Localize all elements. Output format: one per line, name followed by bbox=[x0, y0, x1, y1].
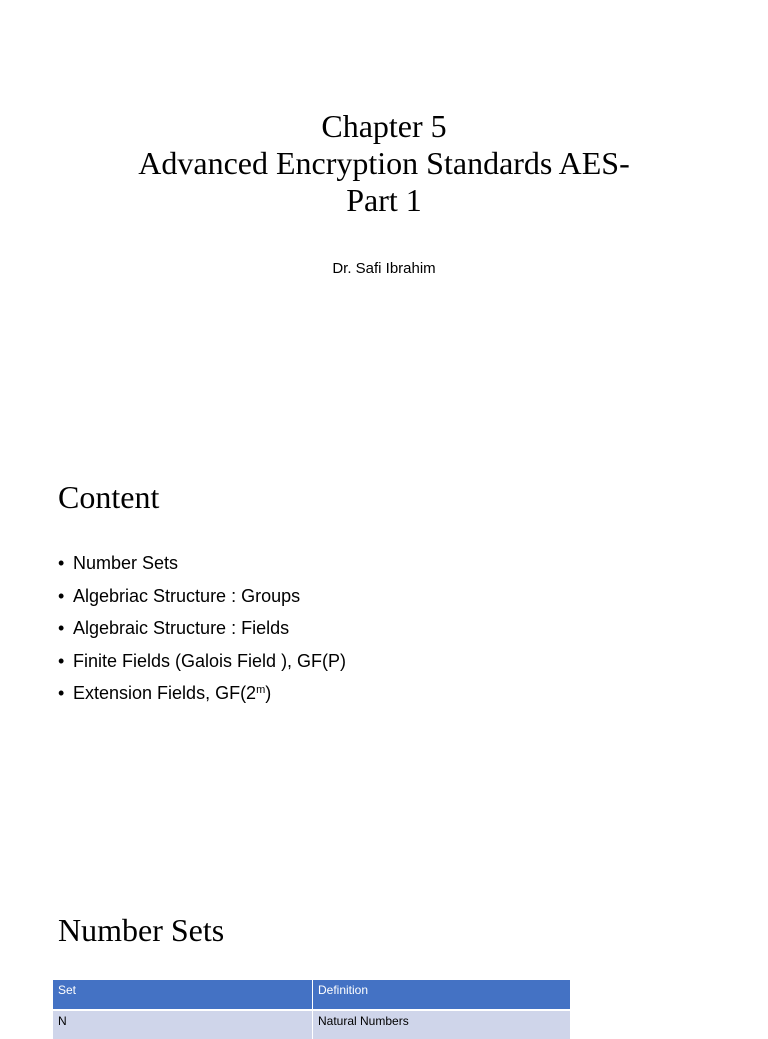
number-sets-table bbox=[53, 980, 571, 1039]
author-name: Dr. Safi Ibrahim bbox=[332, 260, 436, 277]
list-item-text: Algebraic Structure : Fields bbox=[73, 618, 290, 638]
list-item-text: Finite Fields (Galois Field ), GF(P) bbox=[73, 650, 347, 671]
bullet-icon: • bbox=[58, 683, 65, 703]
header-definition: Definition bbox=[313, 980, 571, 1010]
list-item bbox=[58, 613, 346, 646]
bullet-icon: • bbox=[58, 553, 65, 573]
bullet-icon: • bbox=[58, 585, 65, 606]
list-item-text: Extension Fields, GF(2 bbox=[73, 683, 257, 703]
list-item-text: Number Sets bbox=[73, 553, 179, 573]
list-item bbox=[58, 646, 346, 679]
table-row bbox=[53, 1010, 571, 1039]
list-item bbox=[58, 548, 346, 581]
content-heading: Content bbox=[58, 479, 160, 515]
list-item bbox=[58, 581, 346, 614]
superscript-m: m bbox=[256, 684, 266, 696]
bullet-icon: • bbox=[58, 618, 65, 638]
cell-set: N bbox=[53, 1010, 313, 1039]
content-list bbox=[58, 548, 346, 711]
title-line-1: Chapter 5 bbox=[321, 108, 447, 144]
title-line-3: Part 1 bbox=[346, 182, 422, 218]
header-set: Set bbox=[53, 980, 313, 1010]
number-sets-heading: Number Sets bbox=[58, 912, 225, 948]
title-line-2: Advanced Encryption Standards AES- bbox=[138, 145, 630, 181]
bullet-icon: • bbox=[58, 650, 65, 671]
list-item-suffix: ) bbox=[265, 683, 272, 703]
table-header-row bbox=[53, 980, 571, 1010]
cell-definition: Natural Numbers bbox=[313, 1010, 571, 1039]
chapter-title bbox=[0, 108, 768, 219]
list-item bbox=[58, 678, 346, 711]
list-item-text: Algebriac Structure : Groups bbox=[73, 585, 301, 606]
